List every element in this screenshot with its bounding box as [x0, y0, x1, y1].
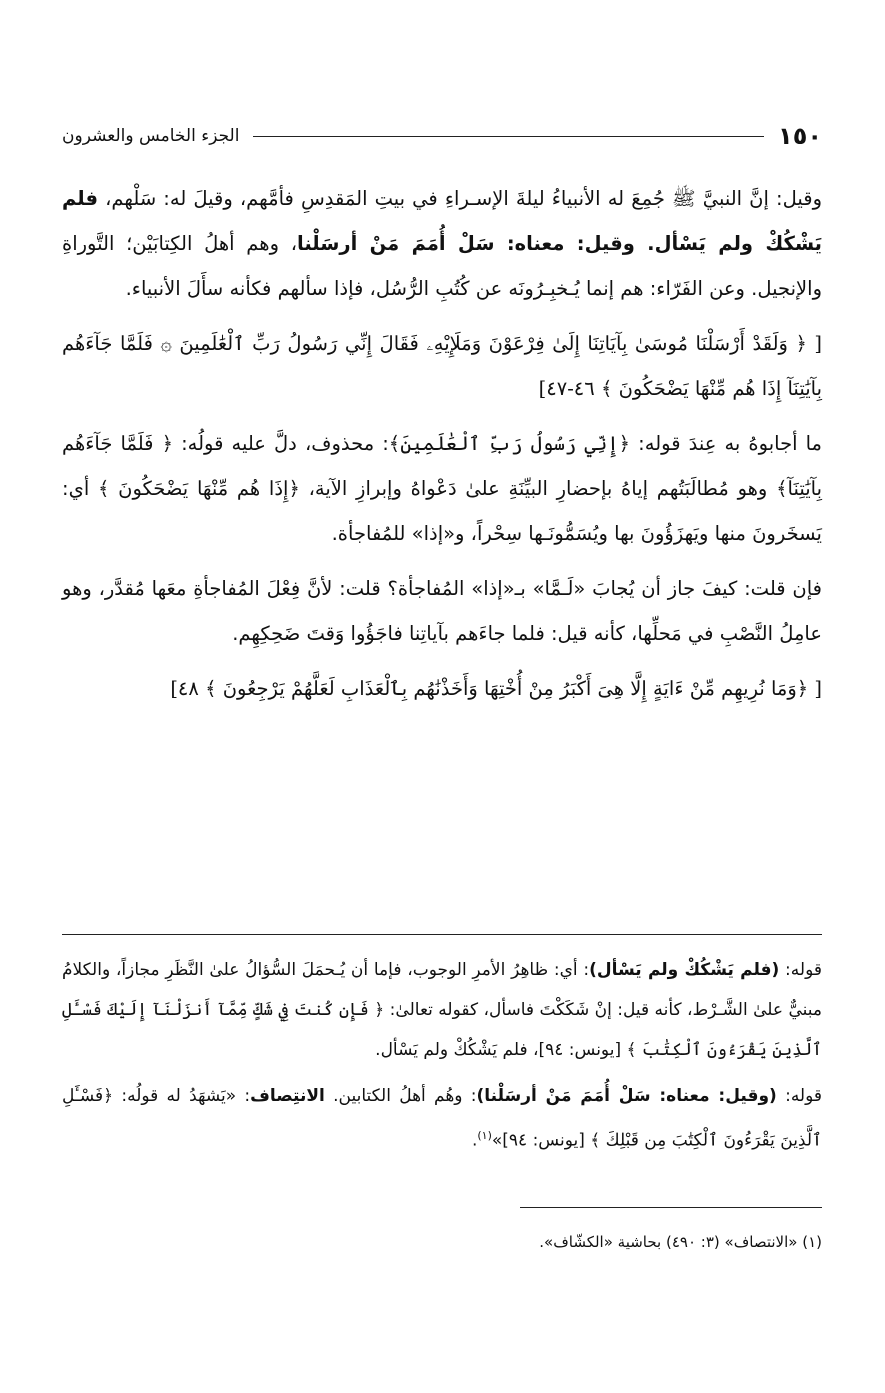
commentary-divider [62, 934, 822, 935]
main-paragraph [62, 421, 822, 556]
quran-verse: [ ﴿ وَلَقَدْ أَرْسَلْنَا مُوسَىٰ بِآيَاتِنَا إِلَىٰ فِرْعَوْنَ وَمَلَإِيْهِۦ فَقَالَ إِنِّي رَسُولُ رَبِّ ٱلْعَٰلَمِينَ ۞ فَلَمَّا جَآءَهُم بِآيَٰتِنَآ إِذَا هُم مِّنْهَا يَضْحَكُونَ ﴾ ٤٦-٤٧] [62, 332, 822, 400]
text-run: وقيل: إنَّ النبيَّ ﷺ جُمِعَ له الأنبياءُ ليلةَ الإسـراءِ في بيتِ المَقدِسِ فأمَّهم، وقيلَ له: سَلْهم، [98, 187, 822, 210]
text-run: : «يَشهَدُ له قولُه: [113, 1086, 251, 1106]
text-run: : أي: ظاهِرُ الأمرِ الوجوب، فإما أن يُـحمَلَ السُّؤالُ علىٰ النَّظَرِ مجازاً، والكلامُ مبنيٌّ علىٰ الشَّـرْط، كأنه قيل: إنْ شَكَكْتَ فاسأل، كقوله تعالىٰ: [62, 960, 822, 1020]
running-title: الجزء الخامس والعشرون [62, 126, 240, 146]
text-run: فلم يَشْكُكْ ولم يَسْأل. وقيل: معناه: سَلْ أُمَمَ مَنْ أرسَلْنا [62, 187, 822, 255]
text-run: أي: يَسخَرونَ منها ويَهزَؤُونَ بها ويُسَمُّونَـها سِحْراً، و«إذا» للمُفاجأة. [62, 477, 822, 545]
footnote-rule [520, 1207, 822, 1208]
quran-verse: ﴿إِذَا هُم مِّنْهَا يَضْحَكُونَ ﴾ [97, 477, 300, 500]
text-run: ما أجابوهُ به عِندَ قوله: [630, 432, 822, 455]
text-run: قوله: [776, 1086, 823, 1106]
quran-verse: ﴿ فَإِن كُنتَ فِي شَكٍّ مِّمَّآ أَنزَلْنَآ إِلَيْكَ فَسْـَٔلِ ٱلَّذِينَ يَقْرَءُونَ ٱلْكِتَٰبَ ﴾ [62, 1000, 822, 1060]
note-paragraph [62, 950, 822, 1070]
text-run: : وهُم أهلُ الكتابين. [324, 1086, 477, 1106]
quran-verse: [ ﴿وَمَا نُرِيهِم مِّنْ ءَايَةٍ إِلَّا هِىَ أَكْبَرُ مِنْ أُخْتِهَا وَأَخَذْنَٰهُم بِٱلْعَذَابِ لَعَلَّهُمْ يَرْجِعُونَ ﴾ ٤٨] [170, 677, 822, 700]
text-run: (وقيل: معناه: سَلْ أُمَمَ مَنْ أرسَلْنا) [476, 1086, 777, 1106]
quran-verse: ﴿ فَلَمَّا جَآءَهُم بِآيَٰتِنَآ﴾ [62, 432, 823, 500]
footnote-ref: (١) [477, 1129, 492, 1142]
main-paragraph [62, 321, 822, 411]
text-run: . [471, 1130, 478, 1151]
commentary-notes [62, 950, 822, 1167]
note-paragraph [62, 1076, 822, 1161]
text-run: قوله: [779, 960, 822, 980]
main-text [62, 176, 822, 721]
page-number: ١٥٠ [778, 122, 822, 150]
quran-verse: ﴿فَسْـَٔلِ ٱلَّذِينَ يَقْرَءُونَ ٱلْكِتَٰبَ مِن قَبْلِكَ ﴾ [62, 1086, 822, 1151]
text-run: فإن قلت: كيفَ جاز أن يُجابَ «لَـمَّا» بـ«إذا» المُفاجأة؟ قلت: لأنَّ فِعْلَ المُفاجأةِ معَها مُقدَّر، وهو عامِلُ النَّصْبِ في مَحلِّها، كأنه قيل: فلما جاءَهم بآياتِنا فاجَؤُوا وَقتَ ضَحِكِهِم. [62, 577, 822, 645]
main-paragraph [62, 566, 822, 656]
text-run: [يونس: ٩٤]» [491, 1130, 591, 1151]
text-run: [يونس: ٩٤]، فلم يَشْكُكْ ولم يَسْأل. [375, 1040, 627, 1060]
text-run: : محذوف، دلَّ عليه قولُه: [173, 432, 389, 455]
main-paragraph [62, 176, 822, 311]
main-paragraph [62, 666, 822, 711]
header-rule [253, 136, 764, 137]
text-run: وهو مُطالَبَتُهم إياهُ بإحضارِ البيِّنَةِ علىٰ دَعْواهُ وإبرازِ الآية، [299, 477, 777, 500]
quran-verse: ﴿إِنِّي رَسُولُ رَبِّ ٱلْعَٰلَمِينَ﴾ [388, 432, 631, 455]
page-header [62, 118, 822, 154]
text-run: الانتِصاف [250, 1086, 325, 1106]
text-run: (فلم يَشْكُكْ ولم يَسْأل) [589, 960, 780, 980]
footnote: (١) «الانتصاف» (٣: ٤٩٠) بحاشية «الكشّاف». [539, 1233, 822, 1251]
text-run: ، وهم أهلُ الكِتابَيْن؛ التَّوراةِ والإنجيل. وعن الفَرّاء: هم إنما يُـخبِـرُونَه عن كُتُبِ الرُّسُل، فإذا سألهم فكأنه سأَلَ الأنبياء. [62, 232, 822, 300]
